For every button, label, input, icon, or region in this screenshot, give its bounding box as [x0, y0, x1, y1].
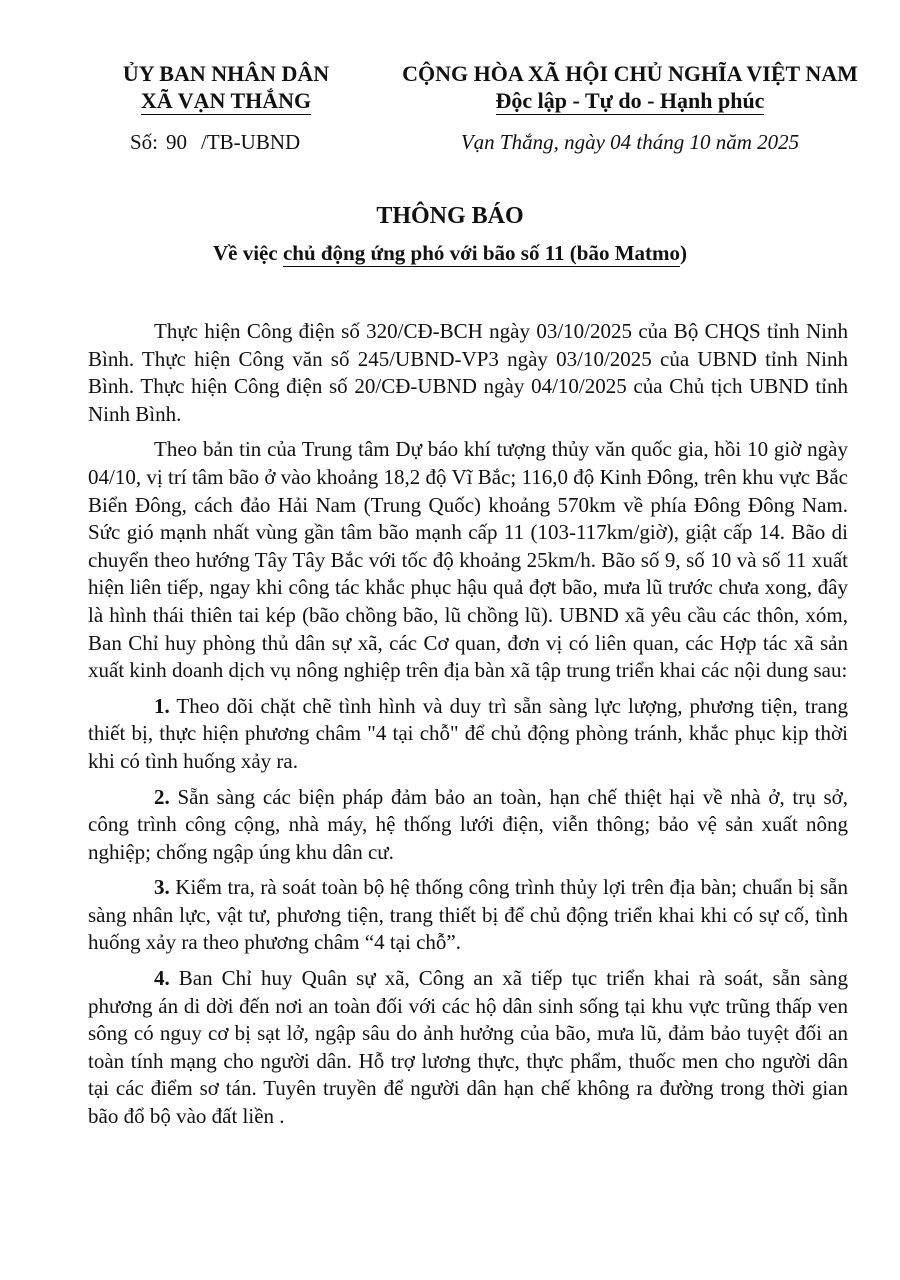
- authority-commune-name: XÃ VẠN THẮNG: [140, 88, 312, 113]
- document-number-prefix: Số:: [130, 130, 159, 154]
- document-body: [88, 318, 848, 1139]
- authority-line-2: [96, 87, 356, 114]
- national-heading: [380, 60, 880, 114]
- list-item-number: 2.: [154, 784, 170, 809]
- document-number: [130, 130, 300, 155]
- paragraph-storm-info: Theo bản tin của Trung tâm Dự báo khí tượng thủy văn quốc gia, hồi 10 giờ ngày 04/10, vị trí tâm bão ở vào khoảng 18,2 độ Vĩ Bắc; 116,0 độ Kinh Đông, trên khu vực Bắc Biển Đông, cách đảo Hải Nam (Trung Quốc) khoảng 570km về phía Đông Đông Nam. Sức gió mạnh nhất vùng gần tâm bão mạnh cấp 11 (103-117km/giờ), giật cấp 14. Bão di chuyển theo hướng Tây Tây Bắc với tốc độ khoảng 25km/h. Bão số 9, số 10 và số 11 xuất hiện liên tiếp, ngay khi công tác khắc phục hậu quả đợt bão, mưa lũ trước chưa xong, đây là hình thái thiên tai kép (bão chồng bão, lũ chồng lũ). UBND xã yêu cầu các thôn, xóm, Ban Chỉ huy phòng thủ dân sự xã, các Cơ quan, đơn vị có liên quan, các Hợp tác xã sản xuất kinh doanh dịch vụ nông nghiệp trên địa bàn xã tập trung triển khai các nội dung sau:: [88, 437, 848, 683]
- list-item-text: Ban Chỉ huy Quân sự xã, Công an xã tiếp tục triển khai rà soát, sẵn sàng phương án di dời đến nơi an toàn đối với các hộ dân sinh sống tại khu vực trũng thấp ven sông có nguy cơ bị sạt lở, ngập sâu do ảnh hưởng của bão, mưa lũ, đảm bảo tuyệt đối an toàn tính mạng cho người dân. Hỗ trợ lương thực, thực phẩm, thuốc men cho người dân tại các điểm sơ tán. Tuyên truyền để người dân hạn chế không ra đường trong thời gian bão đổ bộ vào đất liền .: [88, 966, 848, 1129]
- national-name: CỘNG HÒA XÃ HỘI CHỦ NGHĨA VIỆT NAM: [402, 61, 858, 86]
- list-item-number: 1.: [154, 693, 170, 718]
- list-item-number: 3.: [154, 875, 170, 900]
- document-subtitle: [0, 241, 900, 266]
- list-item-number: 4.: [154, 966, 170, 991]
- list-item-text: Kiểm tra, rà soát toàn bộ hệ thống công trình thủy lợi trên địa bàn; chuẩn bị sẵn sàng nhân lực, vật tư, phương tiện, trang thiết bị để chủ động triển khai khi có sự cố, tình huống xảy ra theo phương châm “4 tại chỗ”.: [88, 875, 848, 955]
- document-number-value: 90: [166, 130, 188, 154]
- paragraph-basis: Thực hiện Công điện số 320/CĐ-BCH ngày 03/10/2025 của Bộ CHQS tỉnh Ninh Bình. Thực hiện Công văn số 245/UBND-VP3 ngày 03/10/2025 của UBND tỉnh Ninh Bình. Thực hiện Công điện số 20/CĐ-UBND ngày 04/10/2025 của Chủ tịch UBND tỉnh Ninh Bình.: [88, 319, 848, 426]
- subtitle-tail: ): [680, 241, 688, 265]
- document-title: THÔNG BÁO: [376, 203, 524, 229]
- list-item-3: [88, 874, 848, 957]
- list-item-text: Sẵn sàng các biện pháp đảm bảo an toàn, hạn chế thiệt hại về nhà ở, trụ sở, công trình công cộng, nhà máy, hệ thống lưới điện, viễn thông; bảo vệ sản xuất nông nghiệp; chống ngập úng khu dân cư.: [88, 784, 848, 864]
- subtitle-lead: Về việc: [212, 241, 283, 265]
- subtitle-underlined: chủ động ứng phó với bão số 11 (bão Matmo: [282, 241, 681, 265]
- national-motto: Độc lập - Tự do - Hạnh phúc: [495, 88, 765, 113]
- list-item-2: [88, 784, 848, 867]
- national-motto-line: [380, 87, 880, 114]
- issuing-authority: [96, 60, 356, 114]
- document-number-suffix: /TB-UBND: [201, 130, 301, 154]
- document-date: Vạn Thắng, ngày 04 tháng 10 năm 2025: [460, 130, 800, 154]
- list-item-text: Theo dõi chặt chẽ tình hình và duy trì sẵn sàng lực lượng, phương tiện, trang thiết bị, thực hiện phương châm "4 tại chỗ" để chủ động phòng tránh, khắc phục kịp thời khi có tình huống xảy ra.: [88, 693, 848, 773]
- list-item-4: [88, 965, 848, 1131]
- authority-line-1: ỦY BAN NHÂN DÂN: [122, 61, 330, 86]
- list-item-1: [88, 693, 848, 776]
